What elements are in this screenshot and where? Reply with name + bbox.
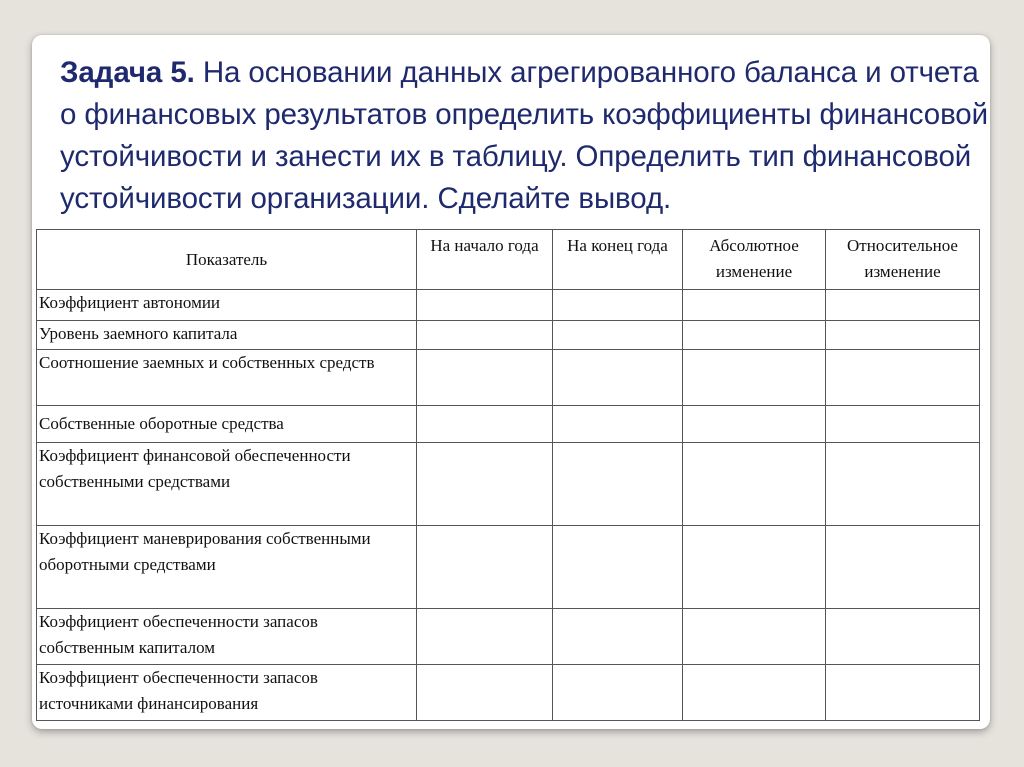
rel-change-cell [826, 443, 980, 526]
start-cell [417, 665, 553, 721]
indicator-cell: Коэффициент обеспеченности запасов собственным капиталом [37, 609, 417, 665]
end-cell [553, 350, 683, 406]
task-statement [60, 52, 990, 220]
abs-change-cell [683, 406, 826, 443]
task-text: На основании данных агрегированного баланса и отчета о финансовых результатов определить коэффициенты финансовой устойчивости и занести их в таблицу. Определить тип финансовой устойчивости организации. Сделайте вывод. [60, 56, 988, 215]
indicator-cell: Уровень заемного капитала [37, 321, 417, 350]
rel-change-cell [826, 350, 980, 406]
start-cell [417, 443, 553, 526]
abs-change-cell [683, 665, 826, 721]
rel-change-cell [826, 321, 980, 350]
rel-change-cell [826, 290, 980, 321]
indicator-cell: Собственные оборотные средства [37, 406, 417, 443]
header-absolute-change: Абсолютное изменение [683, 230, 826, 290]
abs-change-cell [683, 290, 826, 321]
header-relative-change: Относительное изменение [826, 230, 980, 290]
header-start-of-year: На начало года [417, 230, 553, 290]
end-cell [553, 290, 683, 321]
table-row [37, 290, 980, 321]
table-row [37, 321, 980, 350]
indicator-cell: Коэффициент обеспеченности запасов источниками финансирования [37, 665, 417, 721]
header-end-of-year: На конец года [553, 230, 683, 290]
indicator-cell: Соотношение заемных и собственных средств [37, 350, 417, 406]
start-cell [417, 321, 553, 350]
table-row [37, 665, 980, 721]
header-indicator: Показатель [37, 230, 417, 290]
end-cell [553, 609, 683, 665]
rel-change-cell [826, 665, 980, 721]
table-row [37, 443, 980, 526]
task-label: Задача 5. [60, 56, 195, 89]
indicator-cell: Коэффициент финансовой обеспеченности собственными средствами [37, 443, 417, 526]
abs-change-cell [683, 443, 826, 526]
table-row [37, 526, 980, 609]
start-cell [417, 609, 553, 665]
start-cell [417, 526, 553, 609]
end-cell [553, 665, 683, 721]
abs-change-cell [683, 321, 826, 350]
end-cell [553, 526, 683, 609]
table-row [37, 406, 980, 443]
start-cell [417, 290, 553, 321]
start-cell [417, 406, 553, 443]
start-cell [417, 350, 553, 406]
indicator-cell: Коэффициент маневрирования собственными оборотными средствами [37, 526, 417, 609]
end-cell [553, 406, 683, 443]
table-row [37, 350, 980, 406]
rel-change-cell [826, 609, 980, 665]
table-header-row [37, 230, 980, 290]
coefficients-table [36, 229, 980, 721]
abs-change-cell [683, 526, 826, 609]
end-cell [553, 321, 683, 350]
table-row [37, 609, 980, 665]
abs-change-cell [683, 350, 826, 406]
end-cell [553, 443, 683, 526]
rel-change-cell [826, 526, 980, 609]
rel-change-cell [826, 406, 980, 443]
abs-change-cell [683, 609, 826, 665]
indicator-cell: Коэффициент автономии [37, 290, 417, 321]
